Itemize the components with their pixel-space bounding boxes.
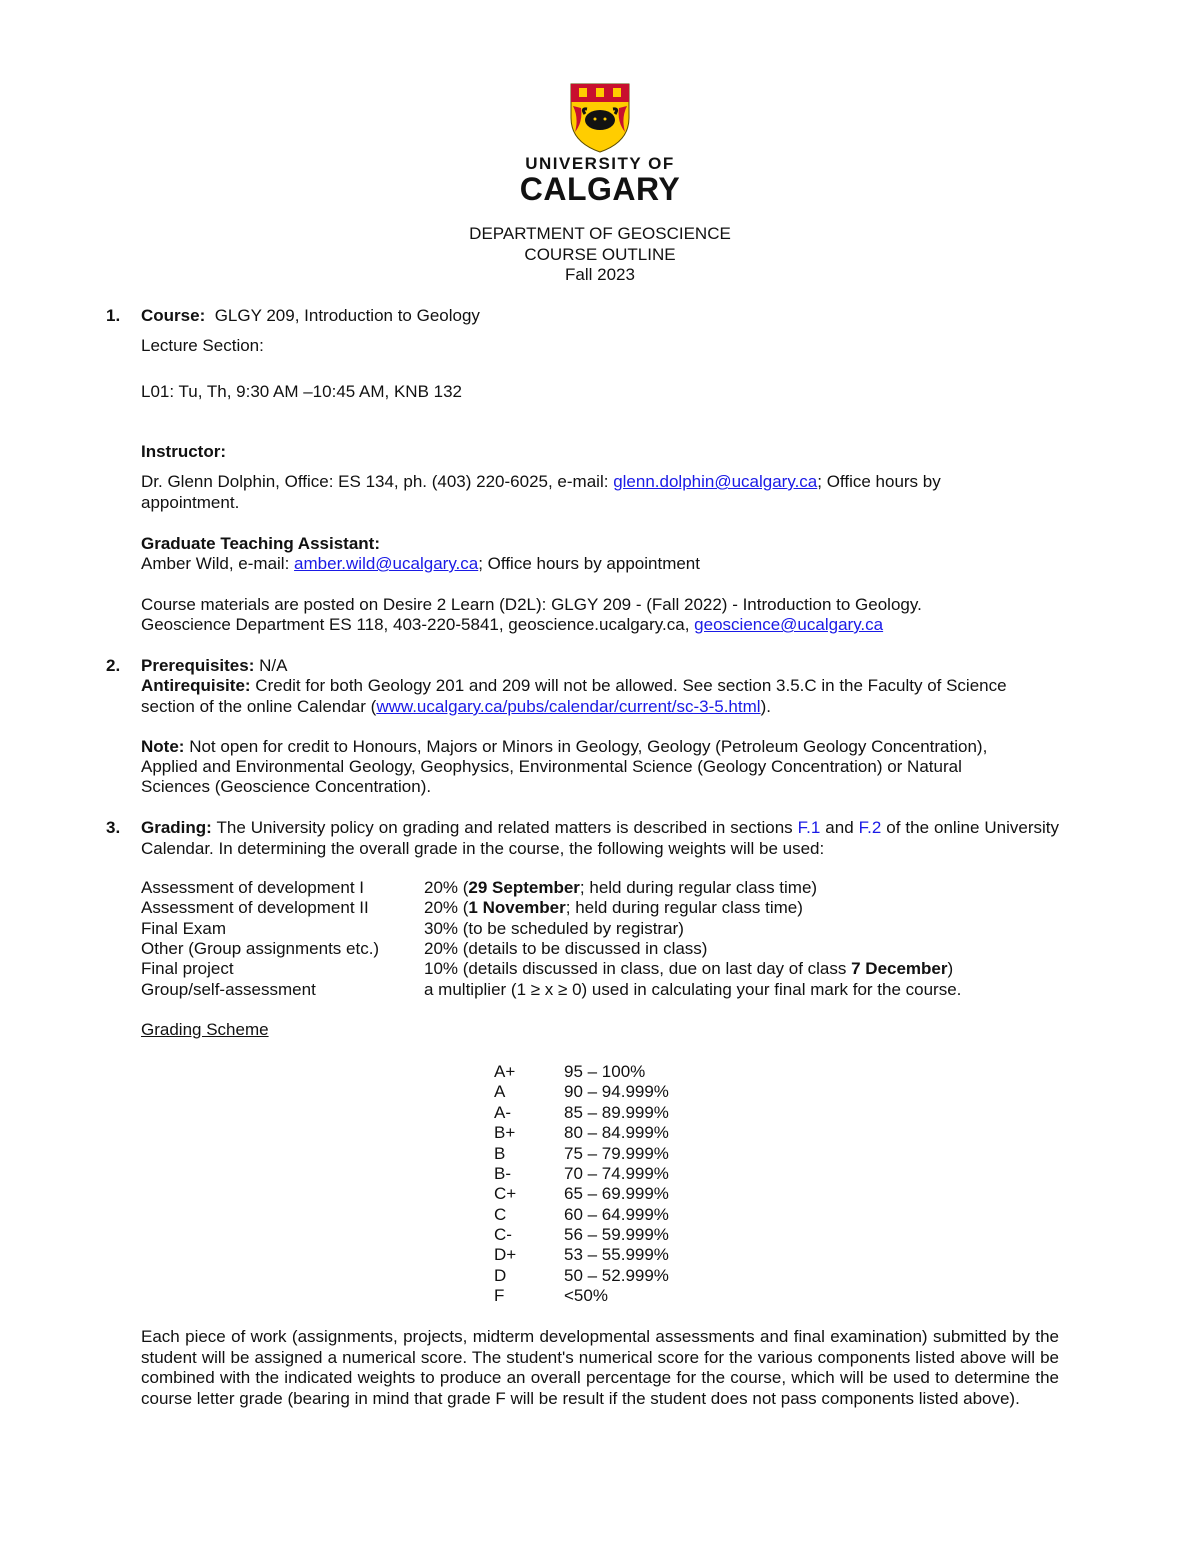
antirequisite-text: Credit for both Geology 201 and 209 will not be allowed. See section 3.5.C in the Faculty of Science [255,676,1007,695]
ta-line [141,554,700,574]
grade-letter: B+ [494,1123,516,1142]
note-text1: Not open for credit to Honours, Majors or Minors in Geology, Geology (Petroleum Geology Concentration), [189,737,988,756]
grade-range: 90 – 94.999% [564,1082,669,1101]
course-value: GLGY 209, Introduction to Geology [214,306,480,325]
grading-intro-post: of the online University Calendar. In determining the overall grade in the course, the following weights will be used: [141,818,1059,858]
instructor-line2: appointment. [141,493,240,512]
course-label: Course: [141,306,206,325]
lecture-section-label: Lecture Section: [141,336,264,355]
weight-item: Assessment of development II [141,898,369,917]
grade-range: 70 – 74.999% [564,1164,669,1183]
grade-letter: B [494,1144,506,1163]
prerequisites-label: Prerequisites: [141,656,255,675]
grade-letter: A- [494,1103,511,1122]
grade-range: 65 – 69.999% [564,1184,669,1203]
section-2-number: 2. [106,656,121,675]
weight-item: Other (Group assignments etc.) [141,939,380,958]
department-contact-line [141,615,883,635]
grade-letter: F [494,1286,505,1305]
department-contact-text: Geoscience Department ES 118, 403-220-5841, geoscience.ucalgary.ca, [141,615,690,634]
weight-item: Final Exam [141,919,227,938]
grade-range: 56 – 59.999% [564,1225,669,1244]
instructor-line [141,472,941,492]
grading-scheme-title: Grading Scheme [141,1020,269,1039]
grading-intro [141,818,1059,859]
prerequisites-value: N/A [259,656,288,675]
weight-item: Final project [141,959,234,978]
note-line1 [141,737,987,757]
grade-range: 95 – 100% [564,1062,646,1081]
department-heading: DEPARTMENT OF GEOSCIENCE [469,224,731,243]
ta-email-link[interactable]: amber.wild@ucalgary.ca [294,554,479,573]
weight-value: 20% (29 September; held during regular class time) [424,878,818,897]
instructor-label: Instructor: [141,442,226,461]
antirequisite-line [141,676,1007,696]
grade-letter: D+ [494,1245,517,1264]
logo-wordmark-line2: CALGARY [519,171,681,207]
note-line3: Sciences (Geoscience Concentration). [141,777,432,796]
section-1-number: 1. [106,306,121,325]
prerequisites-line [141,656,287,676]
grade-letter: C- [494,1225,512,1244]
weight-item: Assessment of development I [141,878,365,897]
weight-value: 30% (to be scheduled by registrar) [424,919,684,938]
ta-text: Amber Wild, e-mail: [141,554,290,573]
grade-range: 75 – 79.999% [564,1144,669,1163]
weight-value: 20% (details to be discussed in class) [424,939,708,958]
grade-range: 60 – 64.999% [564,1205,669,1224]
antirequisite-line2 [141,697,771,717]
section-3-number: 3. [106,818,121,837]
grade-letter: C+ [494,1184,517,1203]
grade-range: 50 – 52.999% [564,1266,669,1285]
course-line [141,306,480,326]
weight-value: 10% (details discussed in class, due on last day of class 7 December) [424,959,954,978]
instructor-text-post: ; Office hours by [817,472,941,491]
calendar-ref-f1[interactable]: F.1 [797,818,821,837]
lecture-section-value: L01: Tu, Th, 9:30 AM –10:45 AM, KNB 132 [141,382,462,401]
grading-intro-and: and [825,818,854,837]
grade-range: <50% [564,1286,608,1305]
weight-item: Group/self-assessment [141,980,316,999]
document-title: COURSE OUTLINE [524,245,676,264]
instructor-text: Dr. Glenn Dolphin, Office: ES 134, ph. (403) 220-6025, e-mail: [141,472,609,491]
weight-value: 20% (1 November; held during regular class time) [424,898,803,917]
instructor-email-link[interactable]: glenn.dolphin@ucalgary.ca [613,472,818,491]
term: Fall 2023 [565,265,635,284]
course-materials-text: Course materials are posted on Desire 2 Learn (D2L): GLGY 209 - (Fall 2022) - Introduction to Geology. [141,595,922,614]
grade-letter: A+ [494,1062,516,1081]
antirequisite-text2-post: ). [760,697,771,716]
calendar-link[interactable]: www.ucalgary.ca/pubs/calendar/current/sc-3-5.html [376,697,761,716]
university-logo [505,78,695,208]
note-label: Note: [141,737,185,756]
department-email-link[interactable]: geoscience@ucalgary.ca [694,615,884,634]
grade-letter: D [494,1266,507,1285]
logo-wordmark-line1: UNIVERSITY OF [525,154,675,173]
grade-range: 53 – 55.999% [564,1245,669,1264]
university-crest-icon [505,78,695,154]
grade-letter: A [494,1082,506,1101]
grading-label: Grading: [141,818,212,837]
note-line2: Applied and Environmental Geology, Geophysics, Environmental Science (Geology Concentration) or Natural [141,757,962,776]
grade-range: 80 – 84.999% [564,1123,669,1142]
grade-range: 85 – 89.999% [564,1103,669,1122]
calendar-ref-f2[interactable]: F.2 [858,818,882,837]
weight-value: a multiplier (1 ≥ x ≥ 0) used in calculating your final mark for the course. [424,980,962,999]
grading-intro-pre: The University policy on grading and related matters is described in sections [216,818,793,837]
grading-closing-paragraph: Each piece of work (assignments, projects, midterm developmental assessments and final examination) submitted by the student will be assigned a numerical score. The student's numerical score for the various components listed above will be combined with the indicated weights to produce an overall percentage for the course, which will be used to determine the course letter grade (bearing in mind that grade F will be result if the student does not pass components listed above). [141,1327,1059,1408]
grade-letter: C [494,1205,507,1224]
antirequisite-label: Antirequisite: [141,676,251,695]
grade-letter: B- [494,1164,511,1183]
ta-label: Graduate Teaching Assistant: [141,534,380,553]
ta-text-post: ; Office hours by appointment [478,554,700,573]
antirequisite-text2-pre: section of the online Calendar ( [141,697,377,716]
